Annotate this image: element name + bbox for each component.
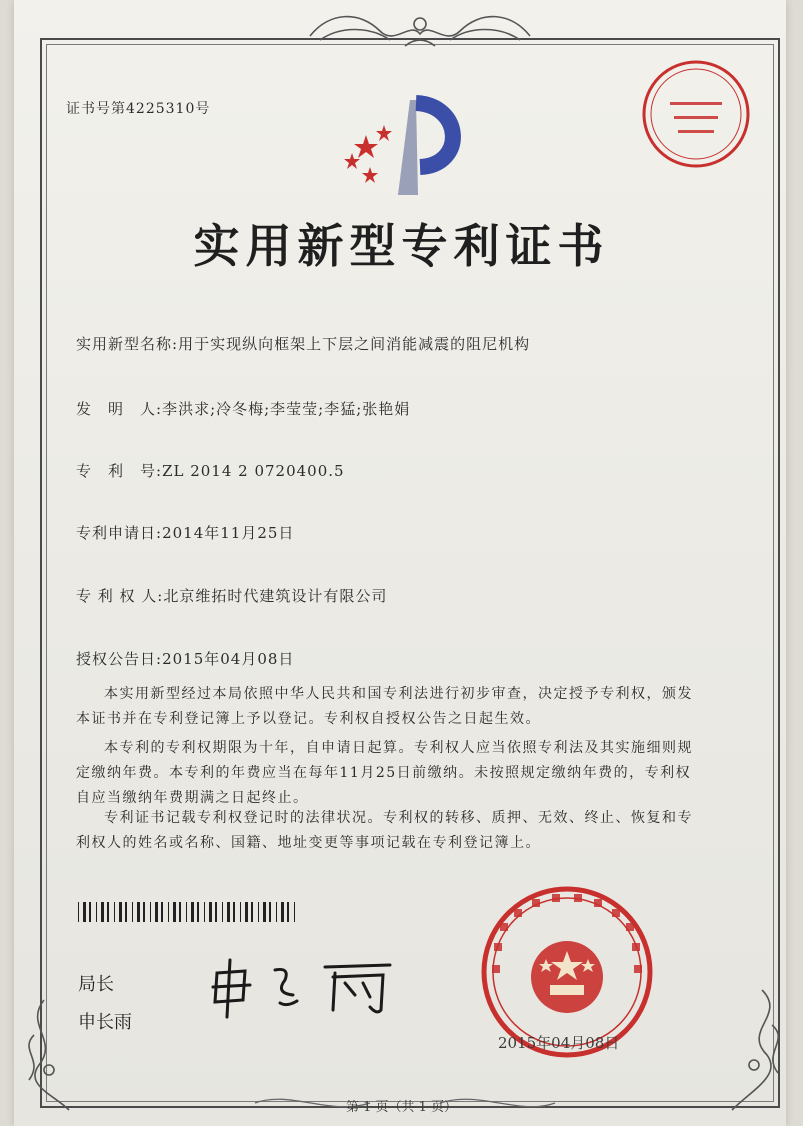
paragraph-term: 本专利的专利权期限为十年，自申请日起算。专利权人应当依照专利法及其实施细则规定缴纳年费。本专利的年费应当在每年11月25日前缴纳。未按照规定缴纳年费的，专利权自应当缴纳年费期满之日起终止。: [76, 740, 693, 806]
field-name: 实用新型名称:用于实现纵向框架上下层之间消能减震的阻尼机构: [76, 335, 531, 353]
barcode-icon: [78, 902, 298, 922]
field-patent-number: 专 利 号:ZL 2014 2 0720400.5: [76, 462, 345, 480]
top-ornament-icon: [300, 6, 540, 56]
field-grant-date: 授权公告日:2015年04月08日: [76, 650, 295, 668]
signatory-name: 申长雨: [78, 1012, 132, 1033]
director-signature-icon: [205, 955, 405, 1020]
patent-office-logo-icon: [338, 95, 473, 200]
seal-date: 2015年04月08日: [498, 1034, 620, 1052]
paragraph-grant: 本实用新型经过本局依照中华人民共和国专利法进行初步审查，决定授予专利权，颁发本证书并在专利登记簿上予以登记。专利权自授权公告之日起生效。: [76, 686, 693, 727]
field-patentee: 专 利 权 人:北京维拓时代建筑设计有限公司: [76, 587, 388, 605]
page-number: 第 1 页（共 1 页）: [345, 1100, 458, 1115]
certificate-title: 实用新型专利证书: [193, 219, 610, 273]
certificate-inner-border: [46, 44, 774, 1102]
field-inventors: 发 明 人:李洪求;冷冬梅;李莹莹;李猛;张艳娟: [76, 400, 411, 418]
paragraph-legal-status: 专利证书记载专利权登记时的法律状况。专利权的转移、质押、无效、终止、恢复和专利权人的姓名或名称、国籍、地址变更等事项记载在专利登记簿上。: [76, 810, 693, 851]
signatory-role: 局长: [78, 974, 114, 995]
field-application-date: 专利申请日:2014年11月25日: [76, 524, 295, 542]
tax-seal-stamp-icon: [640, 58, 752, 170]
certificate-number: 证书号第4225310号: [66, 101, 211, 117]
